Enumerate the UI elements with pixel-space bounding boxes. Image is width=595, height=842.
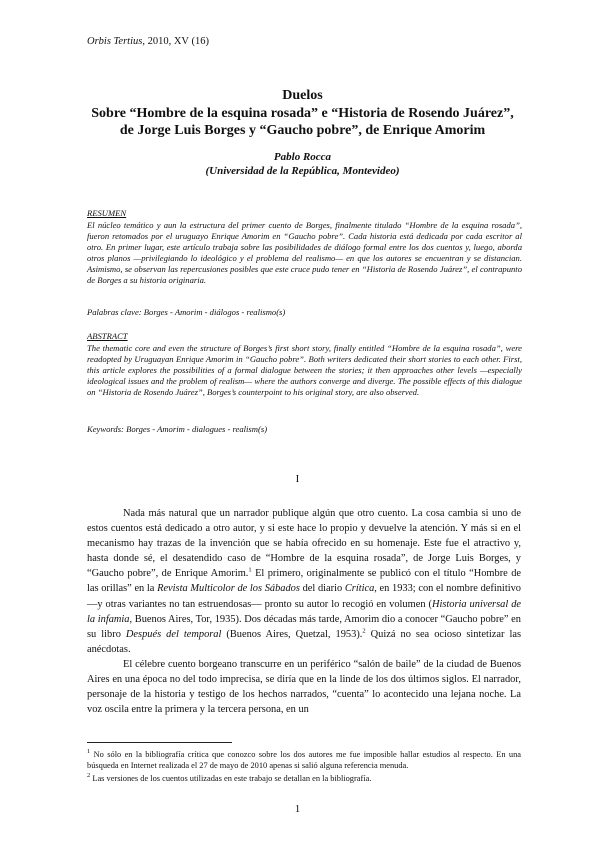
p1-text-b: El primero, originalmente se publicó con el título “Hombre de las orillas” en la [87,568,521,595]
resumen-keywords: Palabras clave: Borges - Amorim - diálogos - realismo(s) [87,307,286,317]
paragraph-2: El célebre cuento borgeano transcurre en un periférico “salón de baile” de la ciudad de Buenos Aires en una época no del todo imprecisa, se diría que en la linde de los dos últimos siglos. El narrador, personaje de la historia y testigo de los hechos narrados, “cuenta” lo acontecido una lejana noche. La voz oscila entre la primera y la tercera persona, en un [87,658,521,716]
abstract-heading: ABSTRACT [87,331,128,341]
resumen-body: El núcleo temático y aun la estructura del primer cuento de Borges, finalmente titulado “Hombre de la esquina rosada”, fueron retomados por el uruguayo Enrique Amorim en “Gaucho pobre”. Cada historia está dedicada por cada escritor al otro. En primer lugar, este artículo trabaja sobre las posibilidades de diálogo formal entre los dos cuentos y, luego, aborda otros planos —privilegiando lo ideológico y el problema del realismo— en que los autores se encuentran y se distancian. Asimismo, se observan las repercusiones posibles que este cruce pudo tener en “Historia de Rosendo Juárez”, el contrapunto de Borges a su historia originaria. [87,220,522,285]
footnote-1 [87,750,521,771]
title-line-2: Sobre “Hombre de la esquina rosada” e “Historia de Rosendo Juárez”, [91,105,514,121]
author-block [80,150,525,178]
running-head [87,36,209,47]
p1-critica-title: Crítica [344,583,375,595]
journal-issue: , 2010, XV (16) [142,36,209,47]
resumen-heading: RESUMEN [87,208,127,218]
p1-text-a: Nada más natural que un narrador publique algún que otro cuento. La cosa cambia si uno de estos cuentos está dedicado a otro autor, y si este hace lo propio y devuelve la atención. Y más si en el mecanismo hay trazas de la invención que se había ofrecido en su homenaje. Este fue el atractivo y, hasta donde sé, el desatendido caso de “Hombre de la esquina rosada”, de Jorge Luis Borges, y “Gaucho pobre”, de Enrique Amorim. [87,508,521,580]
author-affiliation: (Universidad de la República, Montevideo) [205,165,400,177]
footnote-2 [87,774,521,785]
footnote-rule [87,742,232,743]
p1-text-d: , en 1933; con el nombre definitivo —y otras variantes no tan estruendosas— pronto su autor lo recogió en volumen ( [87,583,521,610]
abstract-keywords: Keywords: Borges - Amorim - dialogues - realism(s) [87,424,268,434]
title-line-3: de Jorge Luis Borges y “Gaucho pobre”, de Enrique Amorim [119,123,486,138]
p1-despues-title: Después del temporal [125,628,222,640]
section-number: I [295,473,300,485]
p1-historia-title: Historia universal de la infamia [87,598,521,625]
resumen-section [87,208,522,286]
journal-name: Orbis Tertius [87,36,143,47]
title-line-1: Duelos [282,88,323,103]
p1-text-f: (Buenos Aires, Quetzal, 1953). [221,628,363,640]
footnote-ref-1[interactable]: 1 [248,566,252,574]
footnote-ref-2[interactable]: 2 [362,627,366,635]
abstract-section [87,331,522,398]
p1-text-g: Quizá no sea ocioso sintetizar las anécdotas. [87,628,521,655]
author-name: Pablo Rocca [273,151,332,163]
body-text [87,506,521,717]
article-title [80,87,525,140]
footnotes [87,750,521,788]
p1-text-c: del diario [299,583,345,595]
footnote-1-text: No sólo en la bibliografía crítica que conozco sobre los dos autores me fue imposible hallar estudios al respecto. En una búsqueda en Internet realizada el 27 de mayo de 2010 apenas si salió alguna referencia menuda. [87,750,521,770]
paragraph-1 [87,506,521,657]
p1-text-e: , Buenos Aires, Tor, 1935). Dos décadas más tarde, Amorim dio a conocer “Gaucho pobre” en su libro [87,613,521,640]
p1-revista-title: Revista Multicolor de los Sábados [157,583,300,595]
footnote-2-mark: 2 [87,772,91,780]
page-number: 1 [294,803,301,815]
footnote-2-text: Las versiones de los cuentos utilizadas en este trabajo se detallan en la bibliografía. [90,774,372,783]
footnote-1-mark: 1 [87,748,91,756]
abstract-body: The thematic core and even the structure of Borges’s first short story, finally entitled “Hombre de la esquina rosada”, were readopted by Uruguayan Enrique Amorim in “Gaucho pobre”. Both writers dedicated their short stories to each other. First, this article explores the possibilities of a formal dialogue between the stories; it then approaches other levels —especially ideological issues and the problem of realism— where the authors converge and diverge. The possible effects of this dialogue on “Historia de Rosendo Juárez”, Borges’s counterpoint to his original story, are also observed. [87,343,522,397]
